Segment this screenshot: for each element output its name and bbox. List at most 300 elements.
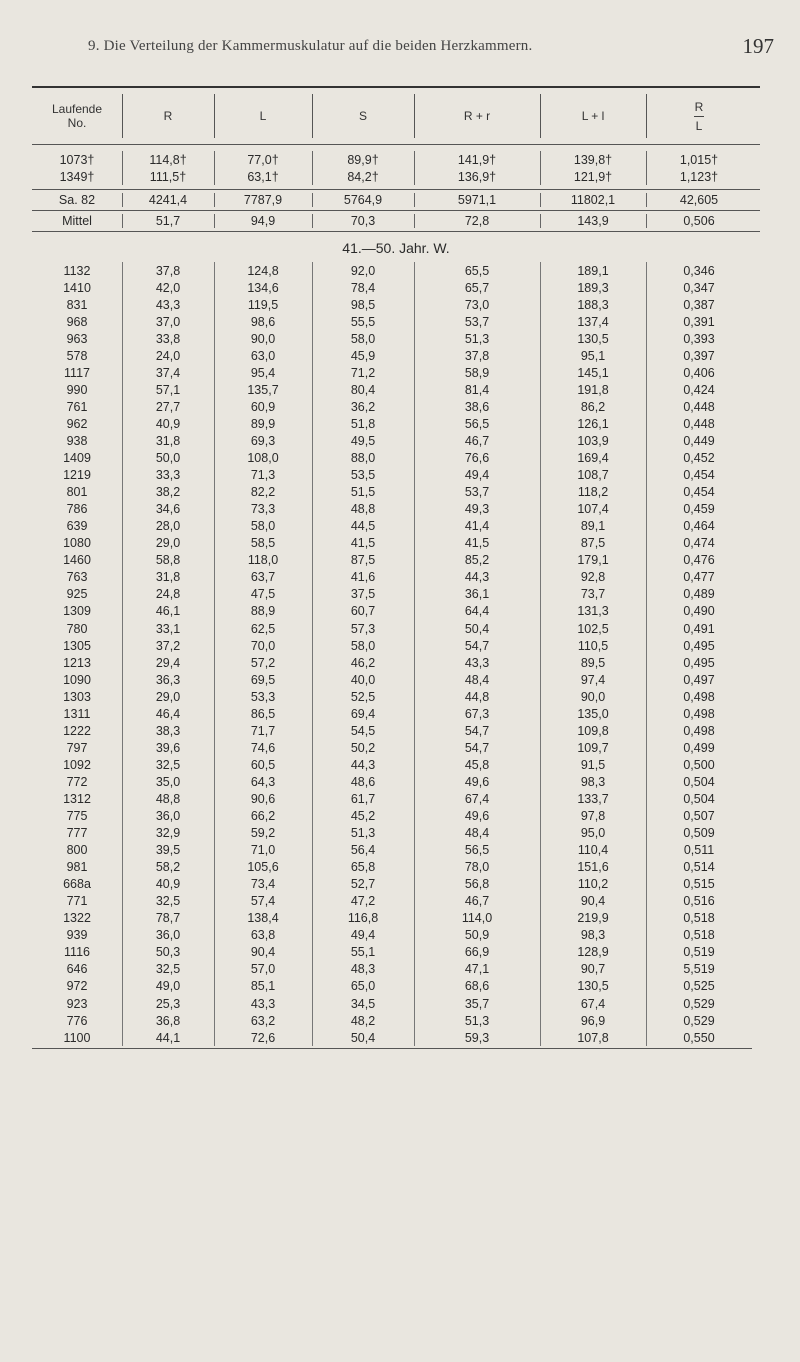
table-row xyxy=(32,586,760,603)
cell-S: 98,5 xyxy=(312,296,414,313)
cell-laufende-no: 1312 xyxy=(63,791,91,806)
cell-S: 88,0 xyxy=(312,450,414,467)
cell-L-plus-l: 11802,1 xyxy=(540,190,646,210)
cell-R-plus-r: 53,7 xyxy=(414,313,540,330)
cell-S: 52,7 xyxy=(312,876,414,893)
cell-R-plus-r: 65,7 xyxy=(414,279,540,296)
cell-S: 47,2 xyxy=(312,893,414,910)
cell-S: 51,3 xyxy=(312,825,414,842)
cell-ratio: 0,490 xyxy=(646,603,752,620)
cell-L: 57,2 xyxy=(214,654,312,671)
cell-S: 116,8 xyxy=(312,910,414,927)
cell-S: 5764,9 xyxy=(312,190,414,210)
table-row xyxy=(32,450,760,467)
cell-L-plus-l: 191,8 xyxy=(540,381,646,398)
cell-ratio: 0,448 xyxy=(646,415,752,432)
cell-ratio: 0,504 xyxy=(646,790,752,807)
cell-R-plus-r: 35,7 xyxy=(414,995,540,1012)
cell-R: 111,5† xyxy=(122,168,214,185)
page-number: 197 xyxy=(742,34,774,58)
cell-ratio: 0,495 xyxy=(646,637,752,654)
table-row xyxy=(32,722,760,739)
header-R-plus-r: R + r xyxy=(414,88,540,144)
cell-ratio: 1,123† xyxy=(646,168,752,185)
cell-S: 37,5 xyxy=(312,586,414,603)
cell-L-plus-l: 126,1 xyxy=(540,415,646,432)
cell-R-plus-r: 64,4 xyxy=(414,603,540,620)
cell-R: 40,9 xyxy=(122,876,214,893)
cell-laufende-no: Mittel xyxy=(62,214,92,228)
dagger-rows xyxy=(32,151,760,185)
cell-R: 24,8 xyxy=(122,586,214,603)
cell-ratio: 0,529 xyxy=(646,1012,752,1029)
cell-S: 58,0 xyxy=(312,330,414,347)
cell-L: 73,3 xyxy=(214,501,312,518)
table-row xyxy=(32,535,760,552)
cell-laufende-no: 776 xyxy=(66,1013,88,1028)
cell-L: 43,3 xyxy=(214,995,312,1012)
cell-L-plus-l: 143,9 xyxy=(540,211,646,231)
cell-L: 63,8 xyxy=(214,927,312,944)
cell-laufende-no: 578 xyxy=(66,348,88,363)
cell-laufende-no: 1117 xyxy=(64,365,90,380)
cell-L-plus-l: 107,8 xyxy=(540,1029,646,1046)
cell-L-plus-l: 189,3 xyxy=(540,279,646,296)
cell-R: 31,8 xyxy=(122,432,214,449)
cell-laufende-no: 639 xyxy=(66,519,88,534)
cell-L: 94,9 xyxy=(214,211,312,231)
cell-laufende-no: 990 xyxy=(66,382,88,397)
cell-S: 40,0 xyxy=(312,671,414,688)
table-row xyxy=(32,313,760,330)
cell-L: 53,3 xyxy=(214,688,312,705)
cell-L: 63,2 xyxy=(214,1012,312,1029)
cell-R: 31,8 xyxy=(122,569,214,586)
cell-L: 118,0 xyxy=(214,552,312,569)
cell-S: 87,5 xyxy=(312,552,414,569)
table-row xyxy=(32,842,760,859)
cell-L: 90,6 xyxy=(214,790,312,807)
cell-L-plus-l: 103,9 xyxy=(540,432,646,449)
table-row xyxy=(32,603,760,620)
cell-S: 50,2 xyxy=(312,739,414,756)
cell-L: 57,0 xyxy=(214,961,312,978)
cell-laufende-no: 1092 xyxy=(63,757,91,772)
cell-L: 77,0† xyxy=(214,151,312,168)
table-row xyxy=(32,739,760,756)
cell-L: 66,2 xyxy=(214,808,312,825)
table-row xyxy=(32,381,760,398)
cell-L-plus-l: 90,0 xyxy=(540,688,646,705)
cell-R-plus-r: 46,7 xyxy=(414,432,540,449)
cell-ratio: 0,529 xyxy=(646,995,752,1012)
cell-laufende-no: 963 xyxy=(66,331,88,346)
table-row xyxy=(32,330,760,347)
cell-L: 60,5 xyxy=(214,756,312,773)
table-row xyxy=(32,151,760,168)
cell-R-plus-r: 51,3 xyxy=(414,330,540,347)
table-row xyxy=(32,432,760,449)
table-row xyxy=(32,859,760,876)
header-laufende: Laufende xyxy=(51,102,103,116)
cell-L-plus-l: 90,4 xyxy=(540,893,646,910)
cell-ratio: 0,346 xyxy=(646,262,752,279)
cell-laufende-no: 1116 xyxy=(64,945,90,960)
table-row xyxy=(32,168,760,185)
cell-S: 92,0 xyxy=(312,262,414,279)
cell-L-plus-l: 87,5 xyxy=(540,535,646,552)
cell-L: 134,6 xyxy=(214,279,312,296)
cell-laufende-no: 1222 xyxy=(63,723,91,738)
cell-L: 124,8 xyxy=(214,262,312,279)
cell-R: 51,7 xyxy=(122,211,214,231)
table-row xyxy=(32,756,760,773)
cell-R-plus-r: 136,9† xyxy=(414,168,540,185)
cell-L-plus-l: 95,0 xyxy=(540,825,646,842)
cell-L-plus-l: 130,5 xyxy=(540,978,646,995)
cell-ratio: 0,448 xyxy=(646,398,752,415)
cell-laufende-no: 800 xyxy=(66,843,88,858)
cell-S: 54,5 xyxy=(312,722,414,739)
cell-L-plus-l: 102,5 xyxy=(540,620,646,637)
cell-L-plus-l: 219,9 xyxy=(540,910,646,927)
cell-laufende-no: 772 xyxy=(66,774,88,789)
cell-R: 37,8 xyxy=(122,262,214,279)
table-row xyxy=(32,347,760,364)
cell-R: 37,4 xyxy=(122,364,214,381)
cell-ratio: 0,459 xyxy=(646,501,752,518)
cell-R: 32,5 xyxy=(122,961,214,978)
data-table xyxy=(24,86,760,1049)
cell-ratio: 0,514 xyxy=(646,859,752,876)
cell-L-plus-l: 90,7 xyxy=(540,961,646,978)
cell-S: 56,4 xyxy=(312,842,414,859)
cell-laufende-no: 1213 xyxy=(63,655,91,670)
cell-R: 33,1 xyxy=(122,620,214,637)
cell-R-plus-r: 73,0 xyxy=(414,296,540,313)
table-row xyxy=(32,569,760,586)
cell-L: 82,2 xyxy=(214,484,312,501)
table-row xyxy=(32,296,760,313)
cell-ratio: 0,406 xyxy=(646,364,752,381)
cell-S: 49,5 xyxy=(312,432,414,449)
cell-S: 49,4 xyxy=(312,927,414,944)
cell-ratio: 0,499 xyxy=(646,739,752,756)
cell-L-plus-l: 179,1 xyxy=(540,552,646,569)
cell-S: 34,5 xyxy=(312,995,414,1012)
cell-R: 46,4 xyxy=(122,705,214,722)
cell-ratio: 0,525 xyxy=(646,978,752,995)
cell-R: 35,0 xyxy=(122,773,214,790)
cell-S: 44,5 xyxy=(312,518,414,535)
cell-L-plus-l: 169,4 xyxy=(540,450,646,467)
header-laufende-no xyxy=(32,88,122,144)
cell-L-plus-l: 95,1 xyxy=(540,347,646,364)
cell-L: 63,7 xyxy=(214,569,312,586)
header-R: R xyxy=(122,88,214,144)
cell-S: 41,6 xyxy=(312,569,414,586)
cell-laufende-no: 939 xyxy=(66,928,88,943)
cell-L: 71,7 xyxy=(214,722,312,739)
table-bottom-rule xyxy=(32,1048,752,1049)
cell-ratio: 0,449 xyxy=(646,432,752,449)
cell-R: 32,5 xyxy=(122,893,214,910)
cell-R-plus-r: 51,3 xyxy=(414,1012,540,1029)
cell-R-plus-r: 67,4 xyxy=(414,790,540,807)
cell-L: 71,0 xyxy=(214,842,312,859)
cell-S: 45,2 xyxy=(312,808,414,825)
cell-ratio: 0,498 xyxy=(646,705,752,722)
cell-L-plus-l: 108,7 xyxy=(540,467,646,484)
cell-S: 48,3 xyxy=(312,961,414,978)
data-rows xyxy=(32,262,760,1046)
cell-laufende-no: 981 xyxy=(66,860,88,875)
cell-R-plus-r: 48,4 xyxy=(414,825,540,842)
cell-R-plus-r: 54,7 xyxy=(414,722,540,739)
cell-R: 33,3 xyxy=(122,467,214,484)
cell-laufende-no: 780 xyxy=(66,621,88,636)
cell-R: 78,7 xyxy=(122,910,214,927)
cell-ratio: 0,519 xyxy=(646,944,752,961)
cell-R-plus-r: 56,8 xyxy=(414,876,540,893)
sum-row xyxy=(32,189,760,211)
cell-R: 37,0 xyxy=(122,313,214,330)
cell-R: 58,2 xyxy=(122,859,214,876)
cell-R-plus-r: 58,9 xyxy=(414,364,540,381)
cell-L: 119,5 xyxy=(214,296,312,313)
cell-laufende-no: 775 xyxy=(66,809,88,824)
cell-L: 69,5 xyxy=(214,671,312,688)
cell-S: 46,2 xyxy=(312,654,414,671)
cell-R: 38,3 xyxy=(122,722,214,739)
cell-L-plus-l: 110,4 xyxy=(540,842,646,859)
cell-S: 50,4 xyxy=(312,1029,414,1046)
table-row xyxy=(32,773,760,790)
cell-R: 24,0 xyxy=(122,347,214,364)
cell-R: 25,3 xyxy=(122,995,214,1012)
cell-ratio: 0,518 xyxy=(646,927,752,944)
cell-R-plus-r: 47,1 xyxy=(414,961,540,978)
cell-R-plus-r: 49,6 xyxy=(414,808,540,825)
cell-laufende-no: 1219 xyxy=(63,468,91,483)
cell-L: 62,5 xyxy=(214,620,312,637)
cell-L-plus-l: 73,7 xyxy=(540,586,646,603)
cell-R: 57,1 xyxy=(122,381,214,398)
table-row xyxy=(32,893,760,910)
cell-ratio: 5,519 xyxy=(646,961,752,978)
cell-L: 90,0 xyxy=(214,330,312,347)
cell-laufende-no: 668a xyxy=(63,877,91,892)
cell-laufende-no: 1309 xyxy=(63,604,91,619)
table-row xyxy=(32,995,760,1012)
section-title: 41.—50. Jahr. W. xyxy=(342,240,450,256)
cell-S: 48,6 xyxy=(312,773,414,790)
table-row xyxy=(32,262,760,279)
cell-ratio: 0,518 xyxy=(646,910,752,927)
cell-ratio: 0,424 xyxy=(646,381,752,398)
cell-L-plus-l: 110,2 xyxy=(540,876,646,893)
cell-R-plus-r: 37,8 xyxy=(414,347,540,364)
header-S: S xyxy=(312,88,414,144)
cell-R-plus-r: 59,3 xyxy=(414,1029,540,1046)
cell-R: 36,3 xyxy=(122,671,214,688)
cell-laufende-no: 1322 xyxy=(63,911,91,926)
cell-R-plus-r: 54,7 xyxy=(414,637,540,654)
cell-L-plus-l: 109,7 xyxy=(540,739,646,756)
cell-L-plus-l: 98,3 xyxy=(540,927,646,944)
table-row xyxy=(32,637,760,654)
table-row xyxy=(32,671,760,688)
page-header xyxy=(0,34,800,64)
cell-laufende-no: 801 xyxy=(66,485,88,500)
cell-laufende-no: 1100 xyxy=(63,1030,91,1045)
cell-R-plus-r: 41,4 xyxy=(414,518,540,535)
cell-R: 37,2 xyxy=(122,637,214,654)
cell-L-plus-l: 145,1 xyxy=(540,364,646,381)
cell-laufende-no: 1349† xyxy=(59,169,95,184)
cell-L: 85,1 xyxy=(214,978,312,995)
cell-R: 36,0 xyxy=(122,927,214,944)
cell-ratio: 0,464 xyxy=(646,518,752,535)
cell-R: 48,8 xyxy=(122,790,214,807)
cell-ratio: 0,511 xyxy=(646,842,752,859)
cell-ratio: 1,015† xyxy=(646,151,752,168)
cell-R-plus-r: 56,5 xyxy=(414,842,540,859)
table-row xyxy=(32,910,760,927)
cell-ratio: 0,516 xyxy=(646,893,752,910)
cell-R-plus-r: 68,6 xyxy=(414,978,540,995)
cell-L: 95,4 xyxy=(214,364,312,381)
cell-laufende-no: 761 xyxy=(66,399,88,414)
table-row xyxy=(32,484,760,501)
cell-S: 48,2 xyxy=(312,1012,414,1029)
cell-ratio: 0,347 xyxy=(646,279,752,296)
cell-L: 58,5 xyxy=(214,535,312,552)
cell-R: 36,8 xyxy=(122,1012,214,1029)
cell-ratio: 0,387 xyxy=(646,296,752,313)
cell-L-plus-l: 137,4 xyxy=(540,313,646,330)
cell-L-plus-l: 189,1 xyxy=(540,262,646,279)
cell-ratio: 0,454 xyxy=(646,484,752,501)
cell-laufende-no: 962 xyxy=(66,416,88,431)
cell-laufende-no: 786 xyxy=(66,502,88,517)
cell-L: 47,5 xyxy=(214,586,312,603)
cell-R-plus-r: 56,5 xyxy=(414,415,540,432)
cell-L: 135,7 xyxy=(214,381,312,398)
cell-laufende-no: 1080 xyxy=(63,536,91,551)
cell-R: 29,0 xyxy=(122,535,214,552)
cell-S: 51,8 xyxy=(312,415,414,432)
cell-R: 49,0 xyxy=(122,978,214,995)
cell-ratio: 0,491 xyxy=(646,620,752,637)
fraction-bar xyxy=(694,116,704,117)
cell-R-plus-r: 49,4 xyxy=(414,467,540,484)
mean-row xyxy=(32,211,760,232)
cell-laufende-no: 646 xyxy=(66,962,88,977)
cell-L: 89,9 xyxy=(214,415,312,432)
table-row xyxy=(32,467,760,484)
cell-ratio: 0,452 xyxy=(646,450,752,467)
cell-R: 38,2 xyxy=(122,484,214,501)
cell-R: 39,5 xyxy=(122,842,214,859)
cell-L-plus-l: 92,8 xyxy=(540,569,646,586)
cell-R-plus-r: 41,5 xyxy=(414,535,540,552)
cell-L: 108,0 xyxy=(214,450,312,467)
cell-L-plus-l: 118,2 xyxy=(540,484,646,501)
cell-L-plus-l: 89,1 xyxy=(540,518,646,535)
cell-R-plus-r: 5971,1 xyxy=(414,190,540,210)
cell-ratio: 0,497 xyxy=(646,671,752,688)
cell-R: 58,8 xyxy=(122,552,214,569)
cell-laufende-no: 923 xyxy=(66,996,88,1011)
table-row xyxy=(32,790,760,807)
cell-L-plus-l: 130,5 xyxy=(540,330,646,347)
running-head: 9. Die Verteilung der Kammermuskulatur auf die beiden Herzkammern. xyxy=(88,38,533,54)
table-row xyxy=(32,398,760,415)
cell-L-plus-l: 131,3 xyxy=(540,603,646,620)
cell-L: 7787,9 xyxy=(214,190,312,210)
cell-L-plus-l: 188,3 xyxy=(540,296,646,313)
cell-L: 69,3 xyxy=(214,432,312,449)
cell-laufende-no: 1090 xyxy=(63,672,91,687)
table-row xyxy=(32,927,760,944)
ratio-denominator: L xyxy=(695,118,703,133)
cell-S: 57,3 xyxy=(312,620,414,637)
cell-S: 55,5 xyxy=(312,313,414,330)
header-L: L xyxy=(214,88,312,144)
cell-R-plus-r: 54,7 xyxy=(414,739,540,756)
cell-L-plus-l: 96,9 xyxy=(540,1012,646,1029)
cell-ratio: 0,550 xyxy=(646,1029,752,1046)
cell-R: 42,0 xyxy=(122,279,214,296)
table-row xyxy=(32,279,760,296)
cell-L: 71,3 xyxy=(214,467,312,484)
cell-L-plus-l: 86,2 xyxy=(540,398,646,415)
cell-S: 41,5 xyxy=(312,535,414,552)
header-L-plus-l: L + l xyxy=(540,88,646,144)
cell-laufende-no: 1303 xyxy=(63,689,91,704)
cell-ratio: 0,495 xyxy=(646,654,752,671)
cell-R-plus-r: 43,3 xyxy=(414,654,540,671)
cell-laufende-no: 1460 xyxy=(63,553,91,568)
cell-L: 58,0 xyxy=(214,518,312,535)
cell-ratio: 0,489 xyxy=(646,586,752,603)
cell-R: 27,7 xyxy=(122,398,214,415)
cell-L: 63,0 xyxy=(214,347,312,364)
table-row xyxy=(32,1012,760,1029)
table-row xyxy=(32,705,760,722)
cell-L-plus-l: 91,5 xyxy=(540,756,646,773)
cell-ratio: 0,391 xyxy=(646,313,752,330)
cell-R-plus-r: 38,6 xyxy=(414,398,540,415)
cell-L: 60,9 xyxy=(214,398,312,415)
cell-L: 90,4 xyxy=(214,944,312,961)
cell-S: 65,8 xyxy=(312,859,414,876)
cell-L-plus-l: 89,5 xyxy=(540,654,646,671)
cell-R: 44,1 xyxy=(122,1029,214,1046)
cell-laufende-no: 777 xyxy=(66,826,88,841)
cell-ratio: 0,509 xyxy=(646,825,752,842)
cell-laufende-no: 1410 xyxy=(63,280,91,295)
cell-S: 52,5 xyxy=(312,688,414,705)
cell-R-plus-r: 53,7 xyxy=(414,484,540,501)
cell-laufende-no: 1132 xyxy=(63,263,91,278)
cell-R: 32,5 xyxy=(122,756,214,773)
cell-R-plus-r: 49,6 xyxy=(414,773,540,790)
cell-S: 51,5 xyxy=(312,484,414,501)
cell-L: 57,4 xyxy=(214,893,312,910)
cell-ratio: 0,474 xyxy=(646,535,752,552)
